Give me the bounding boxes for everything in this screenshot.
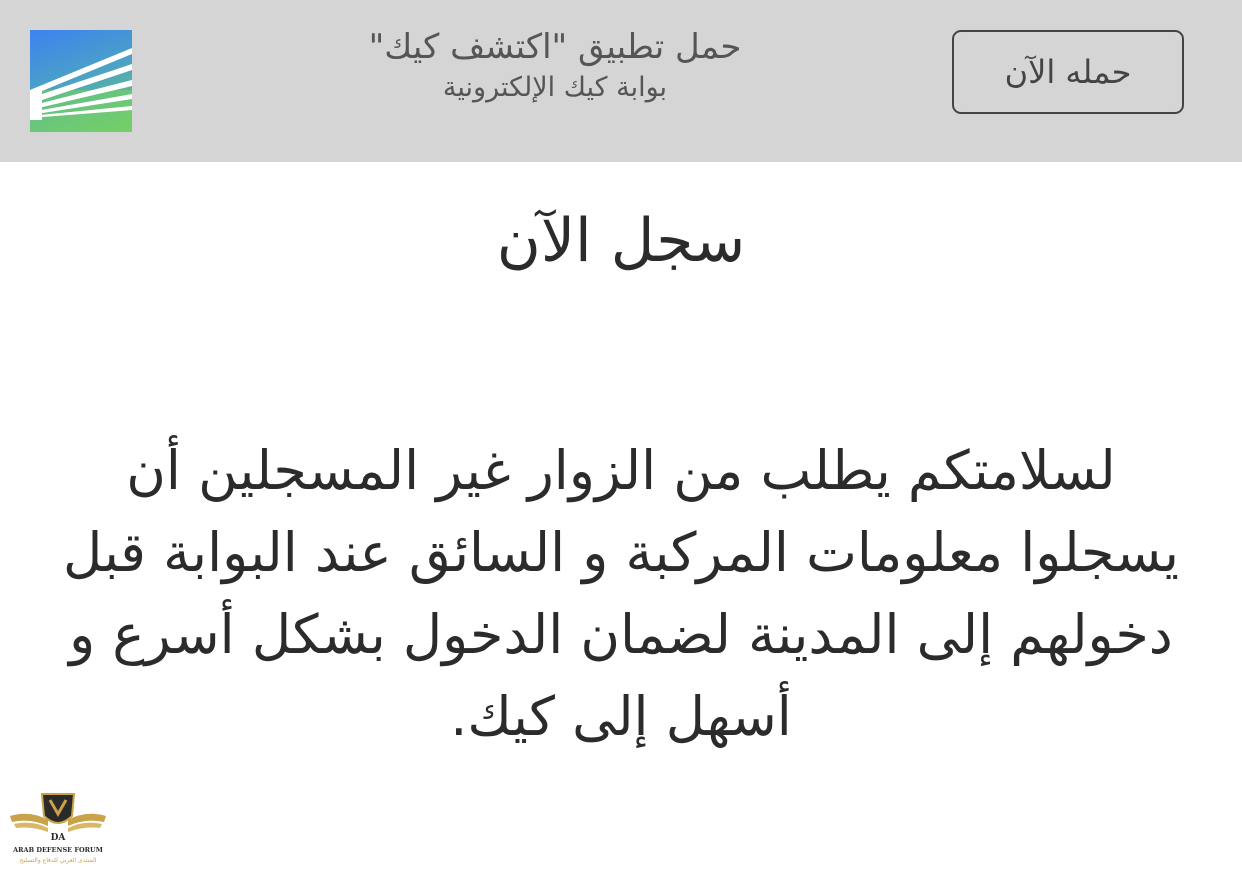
watermark-text-ar: المنتدى العربي للدفاع والتسليح xyxy=(19,857,97,864)
banner-subtitle: بوابة كيك الإلكترونية xyxy=(442,72,668,103)
page-title: سجل الآن xyxy=(496,206,746,276)
app-logo-icon[interactable] xyxy=(30,30,132,132)
arab-defense-forum-logo-icon xyxy=(8,790,108,866)
download-now-button[interactable]: حمله الآن xyxy=(952,30,1184,114)
arab-defense-forum-watermark xyxy=(8,790,108,866)
watermark-text-en: ARAB DEFENSE FORUM xyxy=(13,846,103,854)
app-download-banner xyxy=(0,0,1242,162)
banner-title: حمل تطبيق "اكتشف كيك" xyxy=(368,27,742,67)
svg-text:DA: DA xyxy=(50,833,66,843)
banner-text xyxy=(300,24,810,106)
visitor-registration-notice: لسلامتكم يطلب من الزوار غير المسجلين أن يسجلوا معلومات المركبة و السائق عند البوابة قبل دخولهم إلى المدينة لضمان الدخول بشكل أسرع و أسهل إلى كيك. xyxy=(62,439,1180,748)
app-logo-graphic xyxy=(30,30,132,132)
